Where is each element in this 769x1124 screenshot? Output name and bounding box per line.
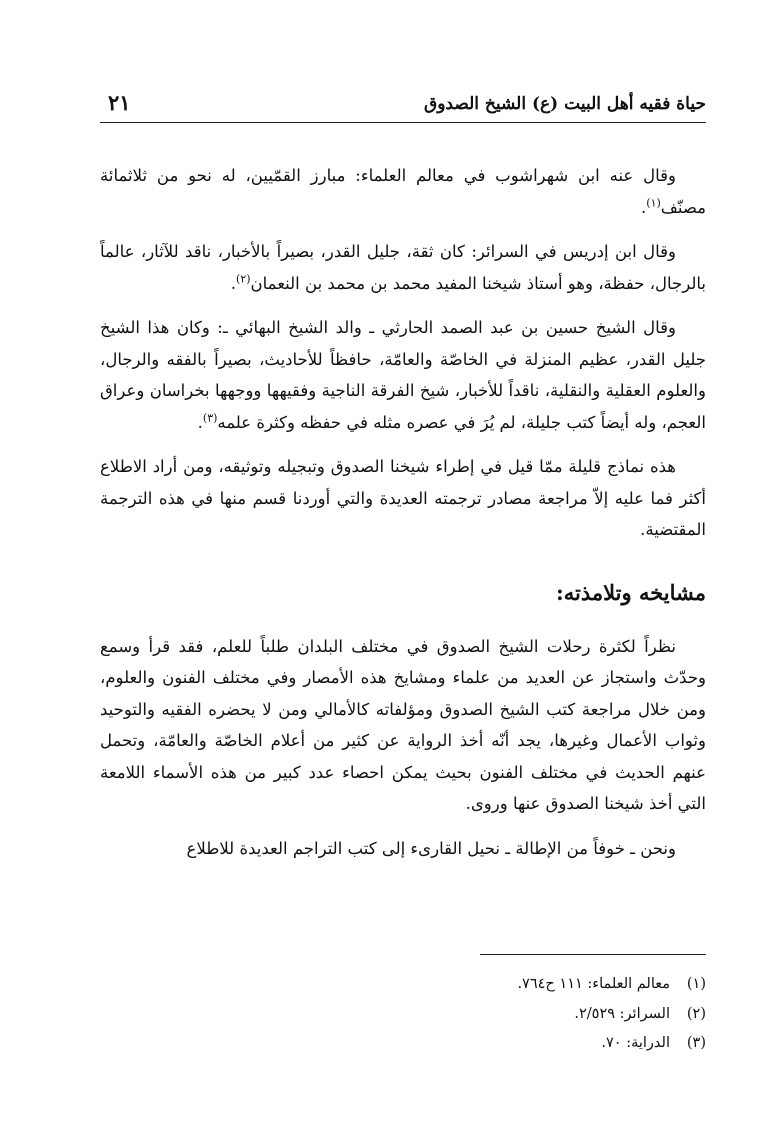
paragraph-end: .: [230, 273, 237, 293]
footnotes: [100, 970, 706, 1059]
paragraph: [100, 312, 706, 438]
footnote-separator: [480, 954, 706, 955]
main-text: [100, 160, 706, 864]
paragraph-end: .: [197, 412, 203, 432]
paragraph: هذه نماذج قليلة ممّا قيل في إطراء شيخنا الصدوق وتبجيله وتوثيقه، ومن أراد الاطلاع أكثر فما عليه إلاّ مراجعة مصادر ترجمته العديدة والتي أوردنا قسم منها في هذه الترجمة المقتضية.: [100, 457, 706, 539]
section-heading: مشايخه وتلامذته:: [556, 579, 706, 605]
footnote-number: (١): [686, 976, 706, 992]
footnote-number: (٢): [686, 1005, 706, 1022]
footnote: [100, 1000, 706, 1030]
paragraph-text: وقال الشيخ حسين بن عبد الصمد الحارثي ـ والد الشيخ البهائي ـ: وكان هذا الشيخ جليل القدر، عظيم المنزلة في الخاصّة والعامّة، حافظاً للأحاديث، بصيراً بالفقه والرجال، والعلوم العقلية والنقلية، ناقداً للأخبار، شيخ الفرقة الناجية وفقيهها ووجهها بخراسان وعراق العجم، وله أيضاً كتب جليلة، لم يُرَ في عصره مثله في حفظه وكثرة علمه: [100, 318, 706, 432]
running-header: [100, 88, 706, 123]
footnote-ref: (٢): [236, 272, 251, 285]
paragraph-text: وقال عنه ابن شهراشوب في معالم العلماء: مبارز القمّيين، له نحو من ثلاثمائة مصنّف: [100, 166, 706, 217]
footnote-ref: (١): [646, 196, 661, 209]
paragraph-text: وقال ابن إدريس في السرائر: كان ثقة، جليل القدر، بصيراً بالأخبار، ناقد للآثار، عالماً بالرجال، حفظة، وهو أستاذ شيخنا المفيد محمد بن محمد بن النعمان: [100, 242, 706, 293]
footnote-text: معالم العلماء: ١١١ ح٧٦٤.: [517, 976, 670, 992]
footnote-text: السرائر: ٢/٥٢٩.: [574, 1005, 670, 1022]
footnote-text: الدراية: ٧٠.: [601, 1035, 670, 1051]
paragraph-end: .: [641, 197, 647, 217]
footnote: [100, 1029, 706, 1059]
footnote: [100, 970, 706, 1000]
paragraph: [100, 160, 706, 223]
paragraph: نظراً لكثرة رحلات الشيخ الصدوق في مختلف البلدان طلباً للعلم، فقد قرأ وسمع وحدّث واستجاز عن العديد من علماء ومشايخ هذه الأمصار وفي مختلف الفنون والعلوم، ومن خلال مراجعة كتب الشيخ الصدوق ومؤلفاته كالأمالي ومن لا يحضره الفقيه والتوحيد وثواب الأعمال وغيرها، يجد أنّه أخذ الرواية عن كثير من أعلام الخاصّة والعامّة، وتحمل عنهم الحديث في مختلف الفنون بحيث يمكن احصاء عدد كبير من هذه الأسماء اللامعة التي أخذ شيخنا الصدوق عنها وروى.: [100, 636, 706, 813]
footnote-ref: (٣): [202, 411, 218, 424]
paragraph: ونحن ـ خوفاً من الإطالة ـ نحيل القارىء إلى كتب التراجم العديدة للاطلاع: [186, 838, 676, 858]
page-number: ٢١: [108, 90, 131, 115]
paragraph: [100, 236, 706, 299]
running-title: حياة فقيه أهل البيت (ع) الشيخ الصدوق: [424, 94, 706, 114]
footnote-number: (٣): [686, 1035, 706, 1051]
